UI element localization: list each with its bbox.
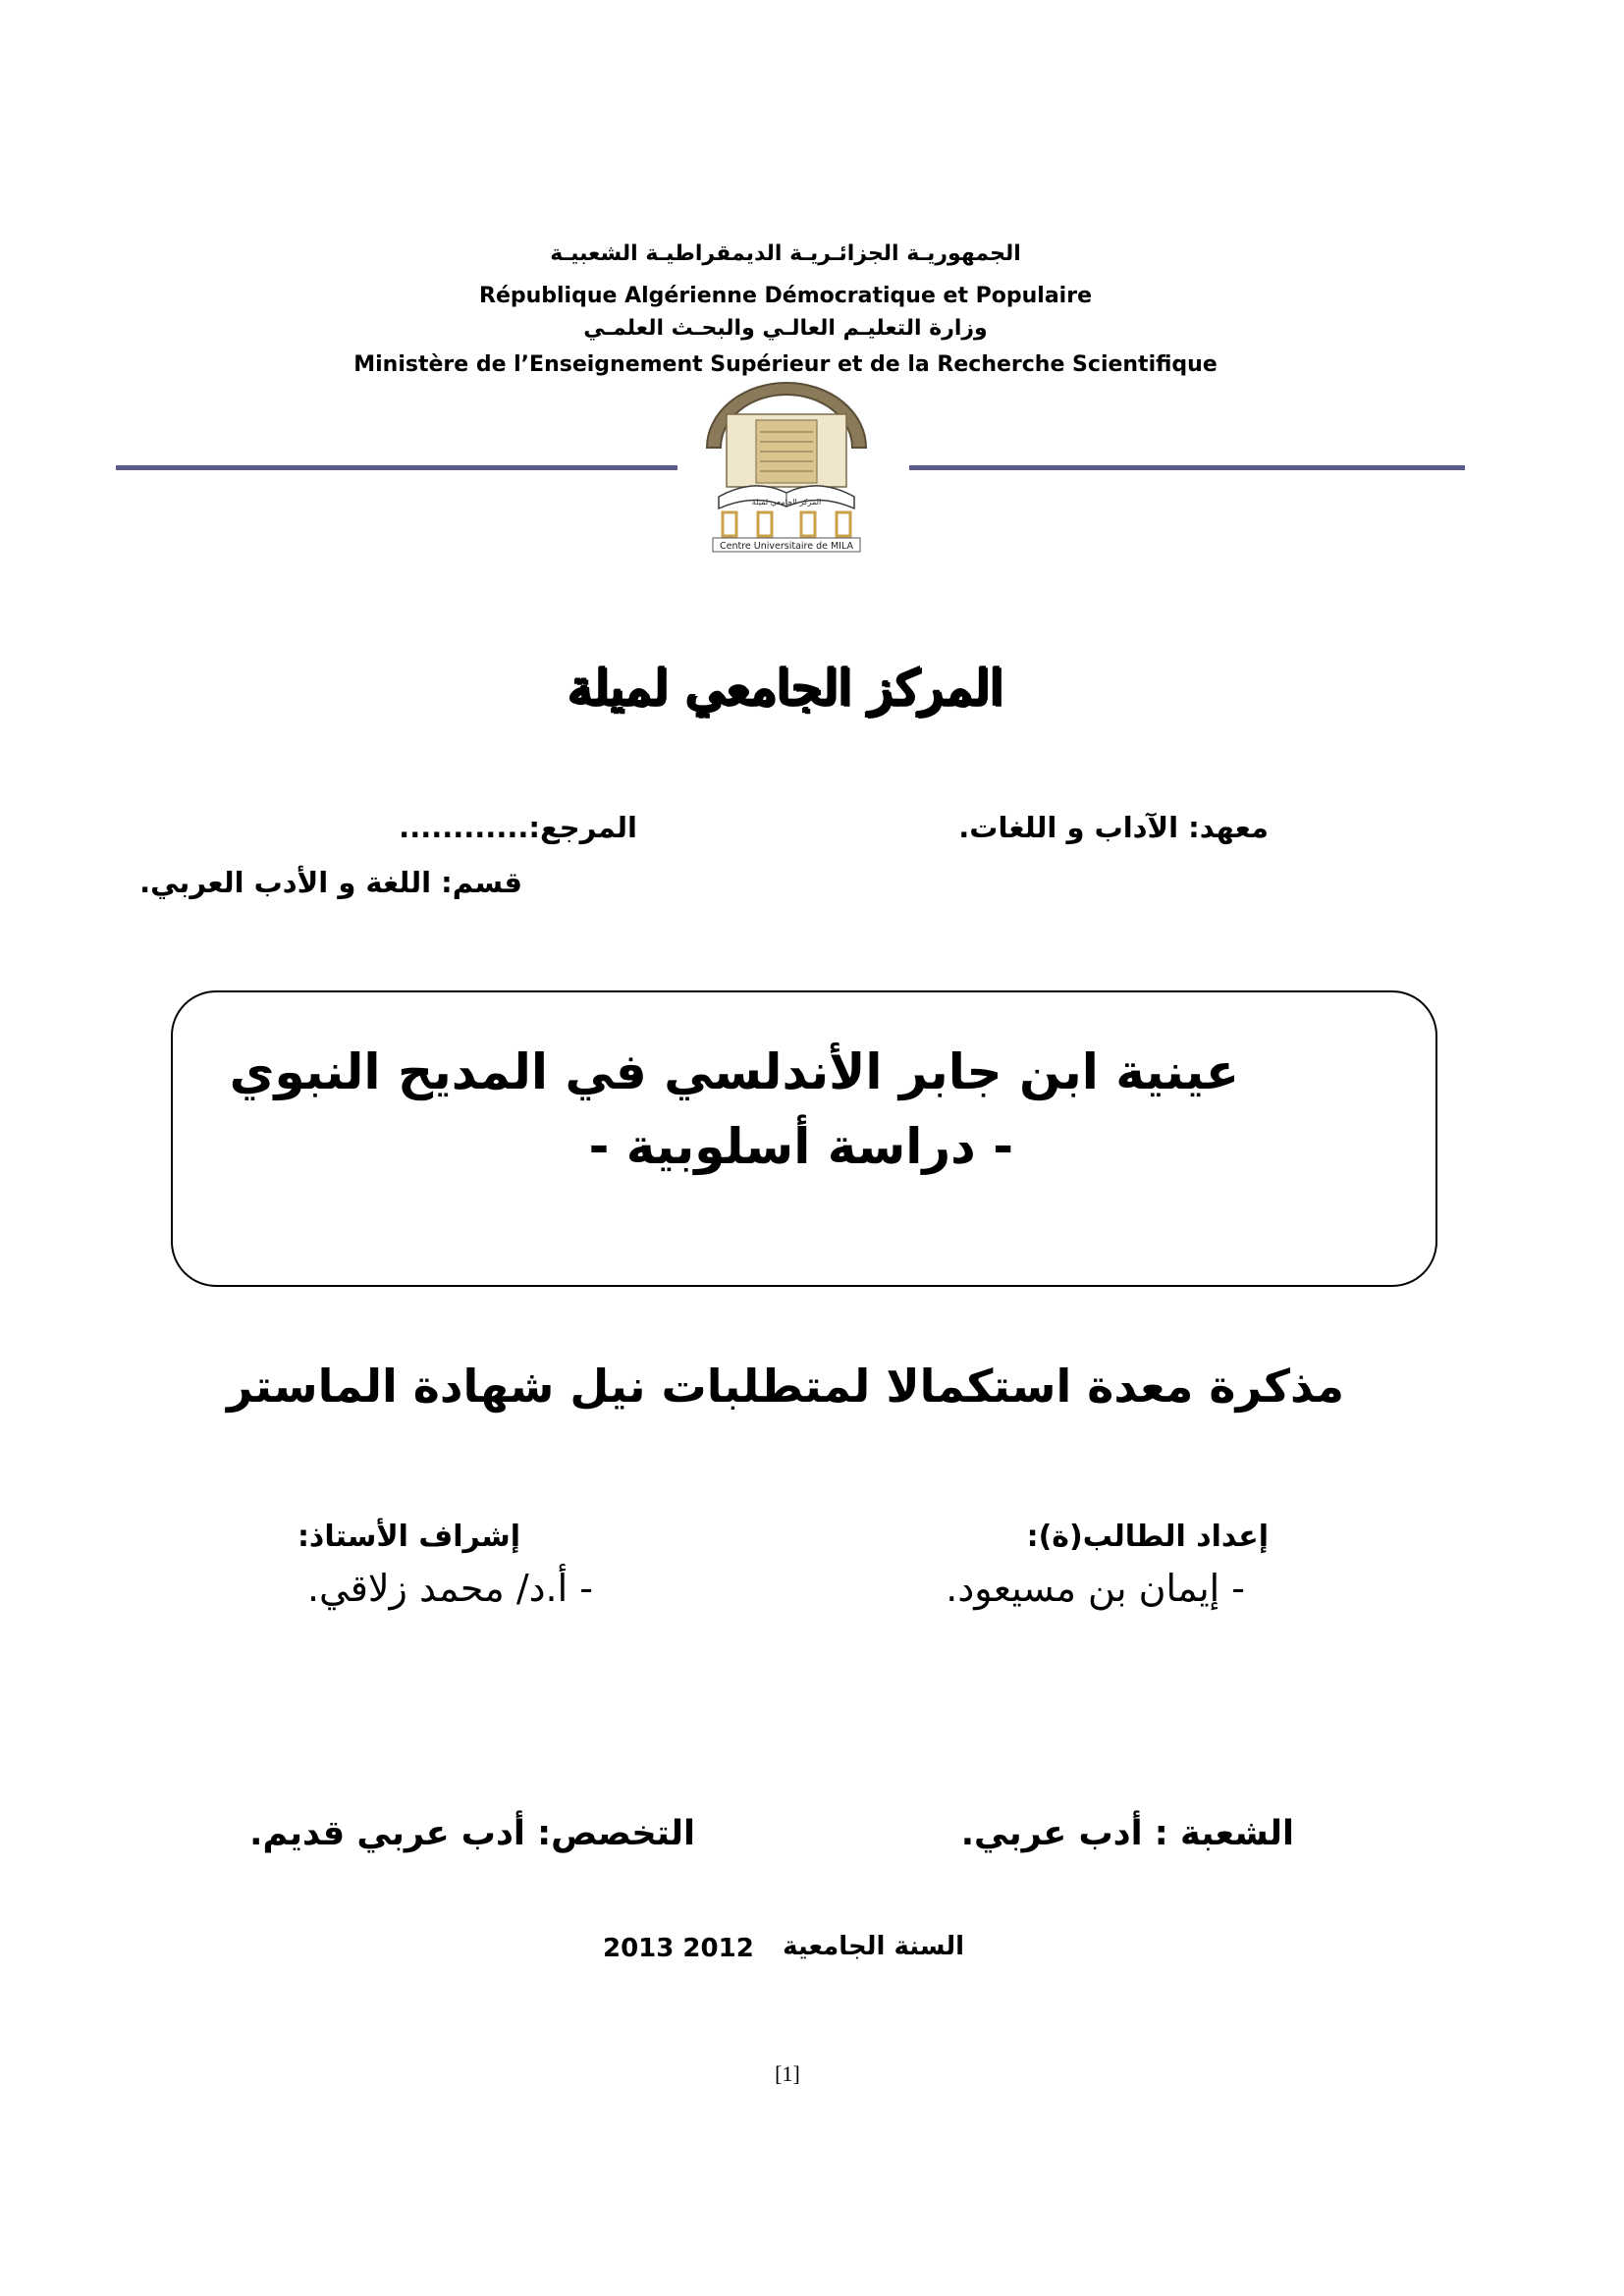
thesis-title-line1: عينية ابن جابر الأندلسي في المديح النبوي	[229, 1043, 1239, 1100]
university-logo-graphic	[699, 377, 874, 556]
logo-pillars	[723, 512, 850, 536]
department-line: قسم: اللغة و الأدب العربي.	[139, 866, 522, 899]
supervisor-name: - أ.د/ محمد زلاقي.	[306, 1567, 593, 1610]
thesis-title-line2: - دراسة أسلوبية -	[588, 1118, 1013, 1175]
academic-year-label: السنة الجامعية	[783, 1932, 964, 1961]
student-name: - إيمان بن مسيعود.	[946, 1567, 1245, 1610]
institute-line: معهد: الآداب و اللغات.	[958, 811, 1269, 844]
republic-french: République Algérienne Démocratique et Populaire	[479, 284, 1092, 308]
header-rule-left	[116, 465, 677, 470]
branch-line: الشعبة : أدب عربي.	[960, 1814, 1294, 1853]
logo-caption: Centre Universitaire de MILA	[719, 541, 854, 552]
republic-arabic: الجمهوريـة الجزائـريـة الديمقراطيـة الشعبيـة	[550, 241, 1021, 266]
student-label: إعداد الطالب(ة):	[1026, 1520, 1269, 1554]
specialty-line: التخصص: أدب عربي قديم.	[249, 1814, 695, 1853]
header-rule-right	[909, 465, 1465, 470]
supervisor-label: إشراف الأستاذ:	[297, 1520, 520, 1554]
logo-book-text: المركز الجامعي لميلة	[751, 498, 822, 507]
reference-line: المرجع:............	[399, 811, 637, 844]
university-title: المركز الجامعي لميلة	[568, 658, 1003, 716]
ministry-french: Ministère de l’Enseignement Supérieur et de la Recherche Scientifique	[353, 352, 1218, 377]
university-logo	[699, 377, 874, 556]
ministry-arabic: وزارة التعليـم العالـي والبحـث العلمـي	[583, 316, 988, 341]
page-number: [1]	[775, 2061, 800, 2086]
academic-year-years: 2013 2012	[603, 1934, 754, 1963]
memo-statement: مذكرة معدة استكمالا لمتطلبات نيل شهادة الماستر	[226, 1360, 1344, 1413]
